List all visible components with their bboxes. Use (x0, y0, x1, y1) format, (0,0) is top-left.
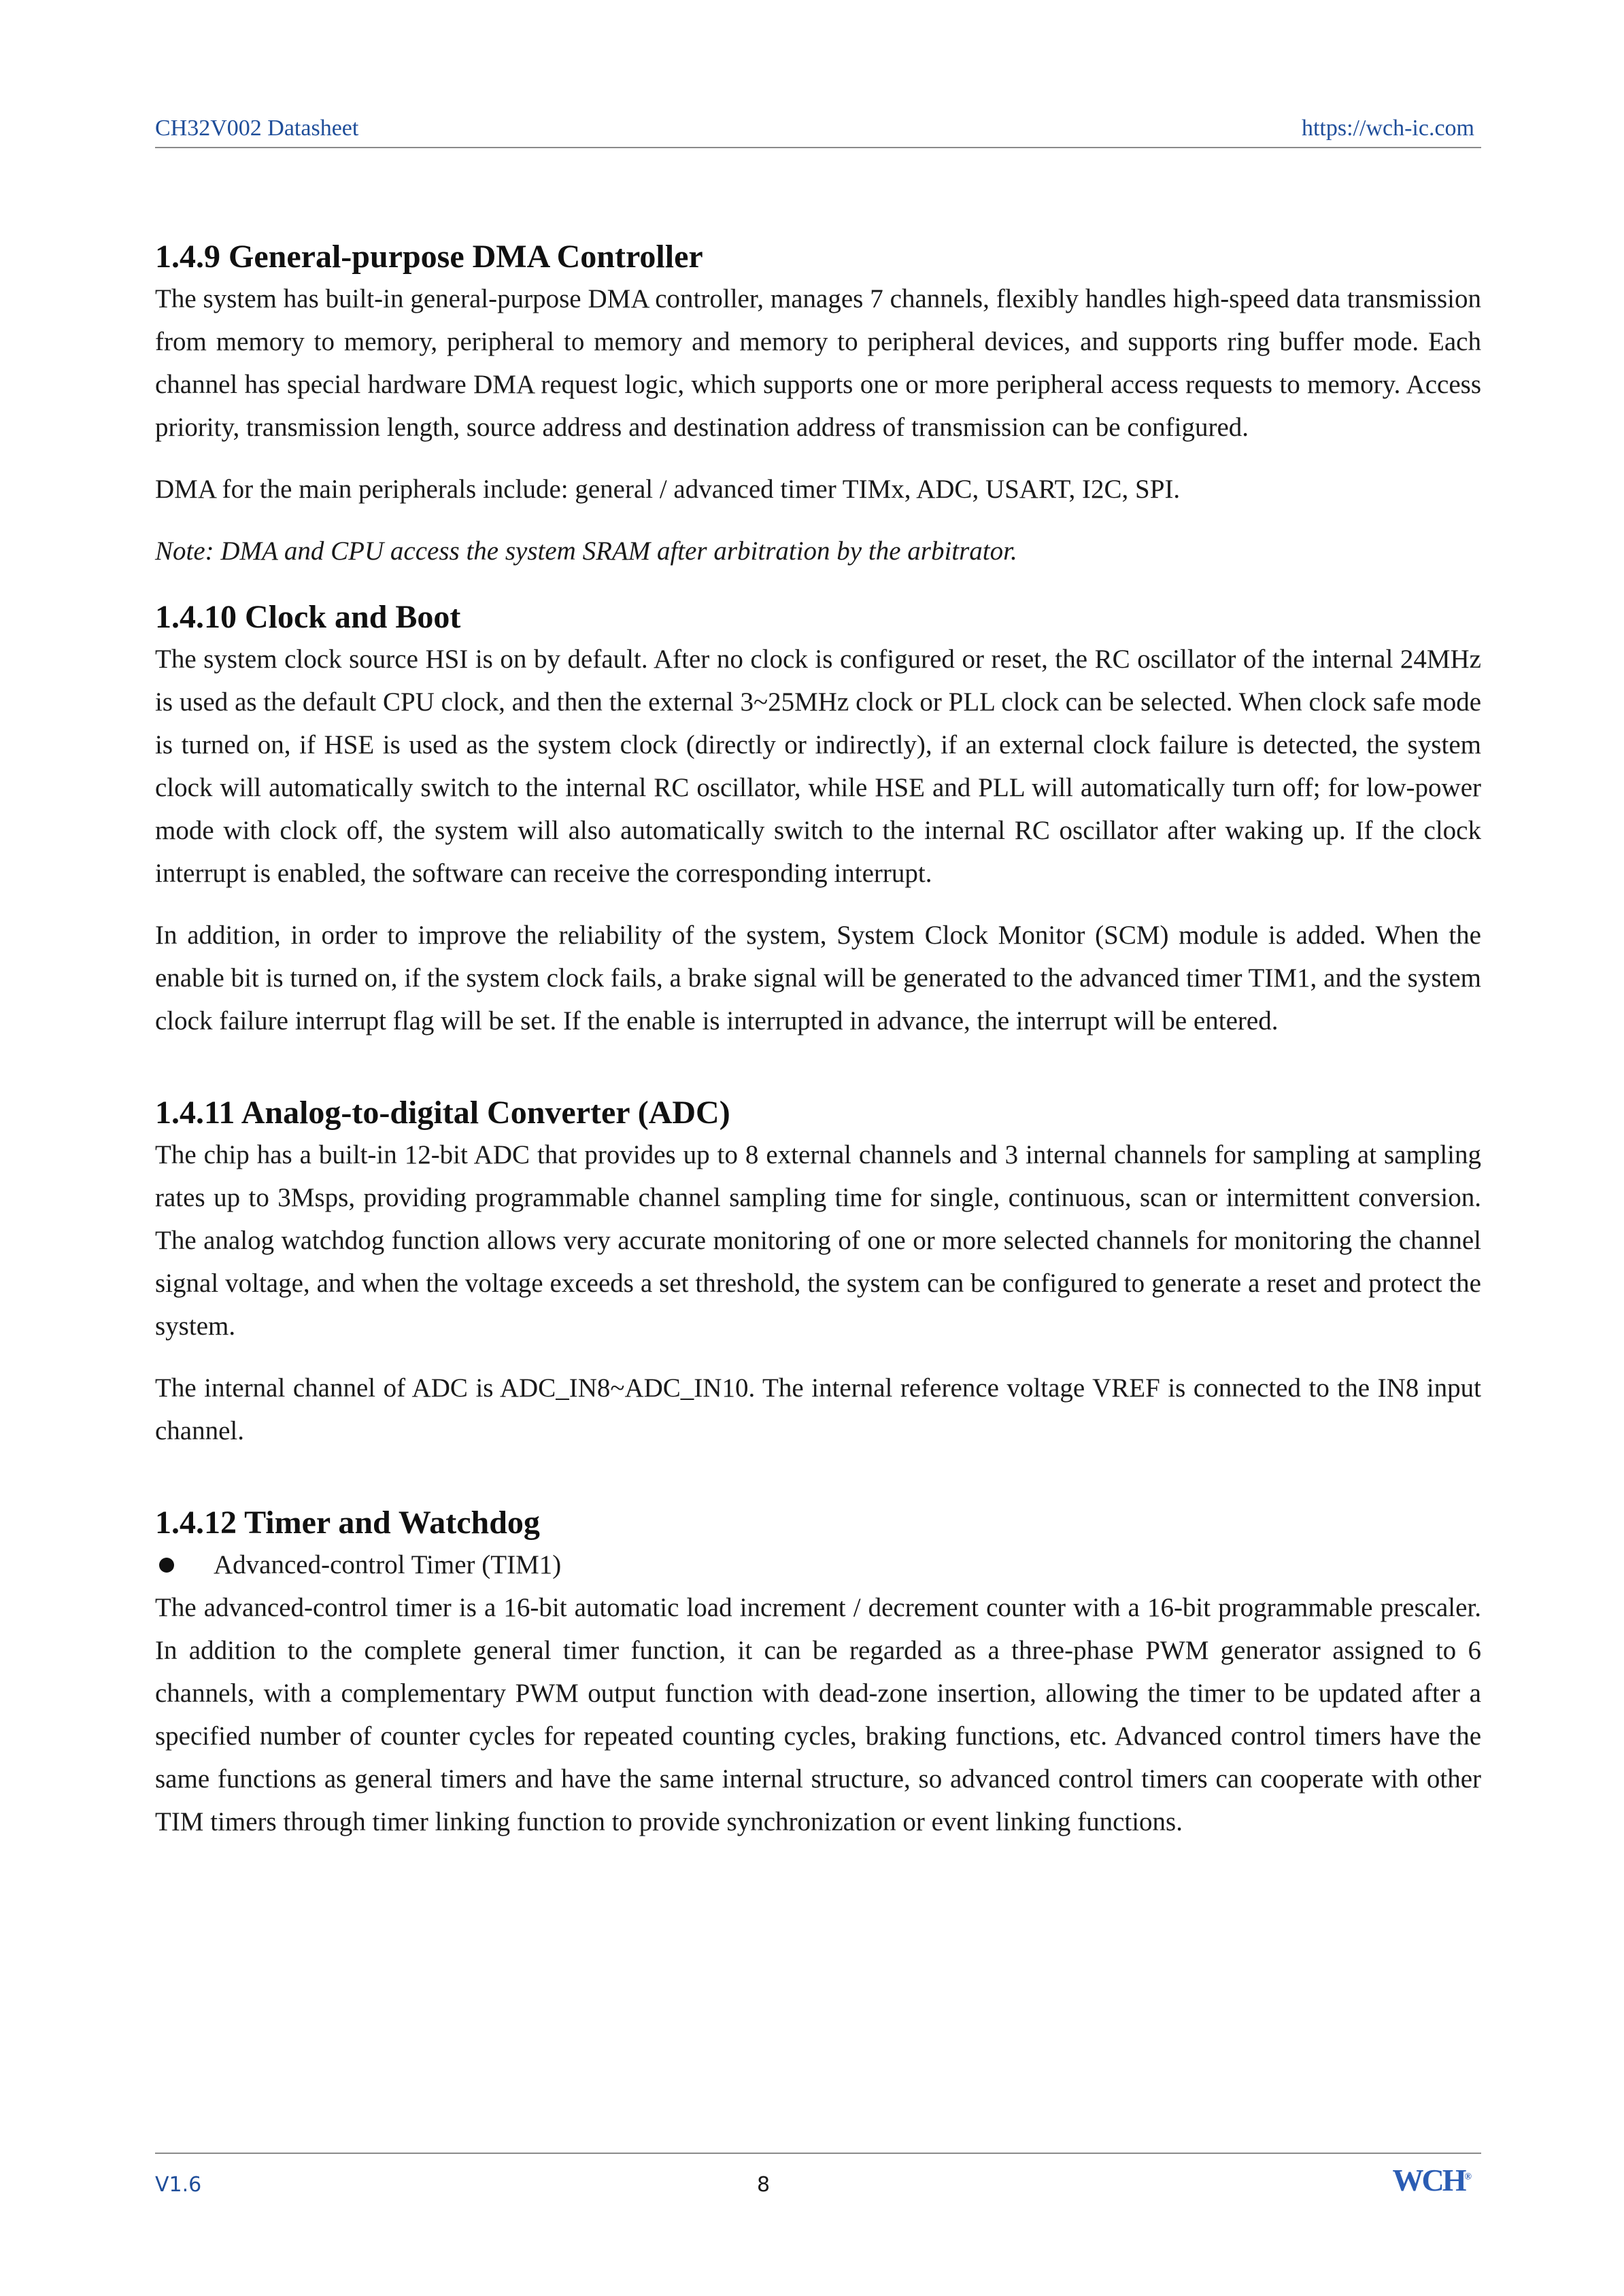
page-footer (155, 2153, 1481, 2215)
section-title-timer: 1.4.12 Timer and Watchdog (155, 1505, 540, 1541)
section-title-dma: 1.4.9 General-purpose DMA Controller (155, 239, 703, 275)
page-header (155, 114, 1481, 148)
dma-note: Note: DMA and CPU access the system SRAM after arbitration by the arbitrator. (155, 536, 1017, 566)
adc-paragraph-2: The internal channel of ADC is ADC_IN8~ADC_IN10. The internal reference voltage VREF is connected to the IN8 input channel. (155, 1373, 1481, 1445)
page-number: 8 (757, 2173, 771, 2197)
wch-logo-icon: WCH® (1392, 2163, 1472, 2197)
bullet-icon (159, 1558, 174, 1573)
website-link[interactable]: https://wch-ic.com (1301, 116, 1474, 141)
section-title-clock: 1.4.10 Clock and Boot (155, 599, 461, 635)
document-title: CH32V002 Datasheet (155, 116, 359, 141)
bullet-label: Advanced-control Timer (TIM1) (214, 1550, 562, 1579)
version-label: V1.6 (155, 2173, 202, 2197)
bullet-item-tim1 (155, 1543, 1481, 1586)
page-content (155, 237, 1481, 1843)
timer-paragraph-1: The advanced-control timer is a 16-bit automatic load increment / decrement counter with a 16-bit programmable prescaler. In addition to the complete general timer function, it can be regarded as a three-phase PWM generator assigned to 6 channels, with a complementary PWM output function with dead-zone insertion, allowing the timer to be updated after a specified number of counter cycles for repeated counting cycles, braking functions, etc. Advanced control timers have the same functions as general timers and have the same internal structure, so advanced control timers can cooperate with other TIM timers through timer linking function to provide synchronization or event linking functions. (155, 1593, 1481, 1836)
logo-text: WCH (1392, 2163, 1465, 2197)
clock-paragraph-1: The system clock source HSI is on by default. After no clock is configured or reset, the RC oscillator of the internal 24MHz is used as the default CPU clock, and then the external 3~25MHz clock or PLL clock can be selected. When clock safe mode is turned on, if HSE is used as the system clock (directly or indirectly), if an external clock failure is detected, the system clock will automatically switch to the internal RC oscillator, while HSE and PLL will automatically turn off; for low-power mode with clock off, the system will also automatically switch to the internal RC oscillator after waking up. If the clock interrupt is enabled, the software can receive the corresponding interrupt. (155, 645, 1481, 888)
section-title-adc: 1.4.11 Analog-to-digital Converter (ADC) (155, 1095, 730, 1131)
dma-paragraph-1: The system has built-in general-purpose DMA controller, manages 7 channels, flexibly handles high-speed data transmission from memory to memory, peripheral to memory and memory to peripheral devices, and supports ring buffer mode. Each channel has special hardware DMA request logic, which supports one or more peripheral access requests to memory. Access priority, transmission length, source address and destination address of transmission can be configured. (155, 284, 1481, 442)
adc-paragraph-1: The chip has a built-in 12-bit ADC that provides up to 8 external channels and 3 internal channels for sampling at sampling rates up to 3Msps, providing programmable channel sampling time for single, continuous, scan or intermittent conversion. The analog watchdog function allows very accurate monitoring of one or more selected channels for monitoring the channel signal voltage, and when the voltage exceeds a set threshold, the system can be configured to generate a reset and protect the system. (155, 1140, 1481, 1341)
clock-paragraph-2: In addition, in order to improve the reliability of the system, System Clock Monitor (SCM) module is added. When the enable bit is turned on, if the system clock fails, a brake signal will be generated to the advanced timer TIM1, and the system clock failure interrupt flag will be set. If the enable is interrupted in advance, the interrupt will be entered. (155, 921, 1481, 1035)
dma-paragraph-2: DMA for the main peripherals include: general / advanced timer TIMx, ADC, USART, I2C, SPI. (155, 475, 1181, 504)
